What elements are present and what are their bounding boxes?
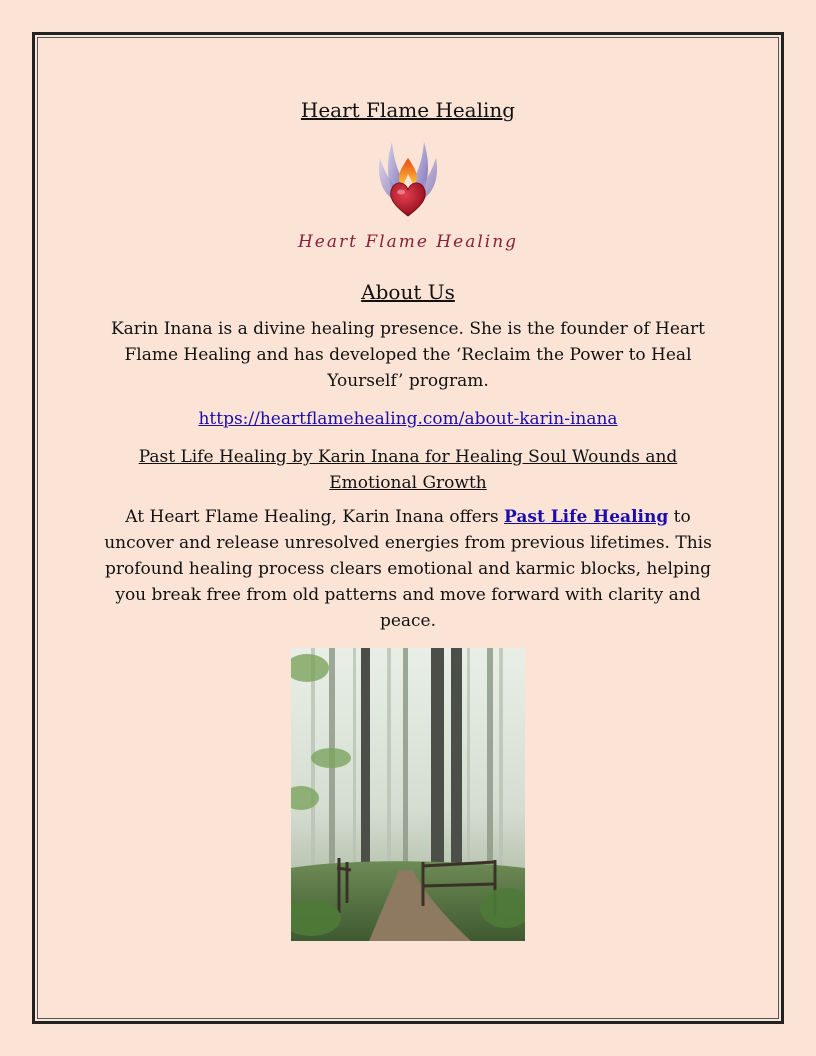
heart-flame-logo: [288, 140, 528, 256]
forest-path-photo: [291, 648, 525, 941]
past-life-heading: Past Life Healing by Karin Inana for Healing Soul Wounds and Emotional Growth: [138, 447, 678, 493]
past-life-text-after: to uncover and release unresolved energies from previous lifetimes. This profound healing process clears emotional and karmic blocks, helping you break free from old patterns and move forward with clarity and peace.: [104, 507, 712, 631]
past-life-text: [100, 504, 716, 634]
document-content: [100, 94, 716, 941]
about-text: Karin Inana is a divine healing presence. She is the founder of Heart Flame Healing and has developed the ‘Reclaim the Power to Heal Yourself’ program.: [110, 319, 706, 391]
about-heading: About Us: [361, 280, 455, 304]
past-life-healing-link[interactable]: Past Life Healing: [504, 507, 669, 527]
logo-wordmark: Heart Flame Healing: [297, 232, 519, 252]
document-title: Heart Flame Healing: [300, 98, 516, 122]
about-url-link[interactable]: https://heartflamehealing.com/about-karin-inana: [198, 409, 618, 429]
past-life-text-before: At Heart Flame Healing, Karin Inana offers: [125, 507, 505, 527]
about-url-line: [100, 406, 716, 432]
